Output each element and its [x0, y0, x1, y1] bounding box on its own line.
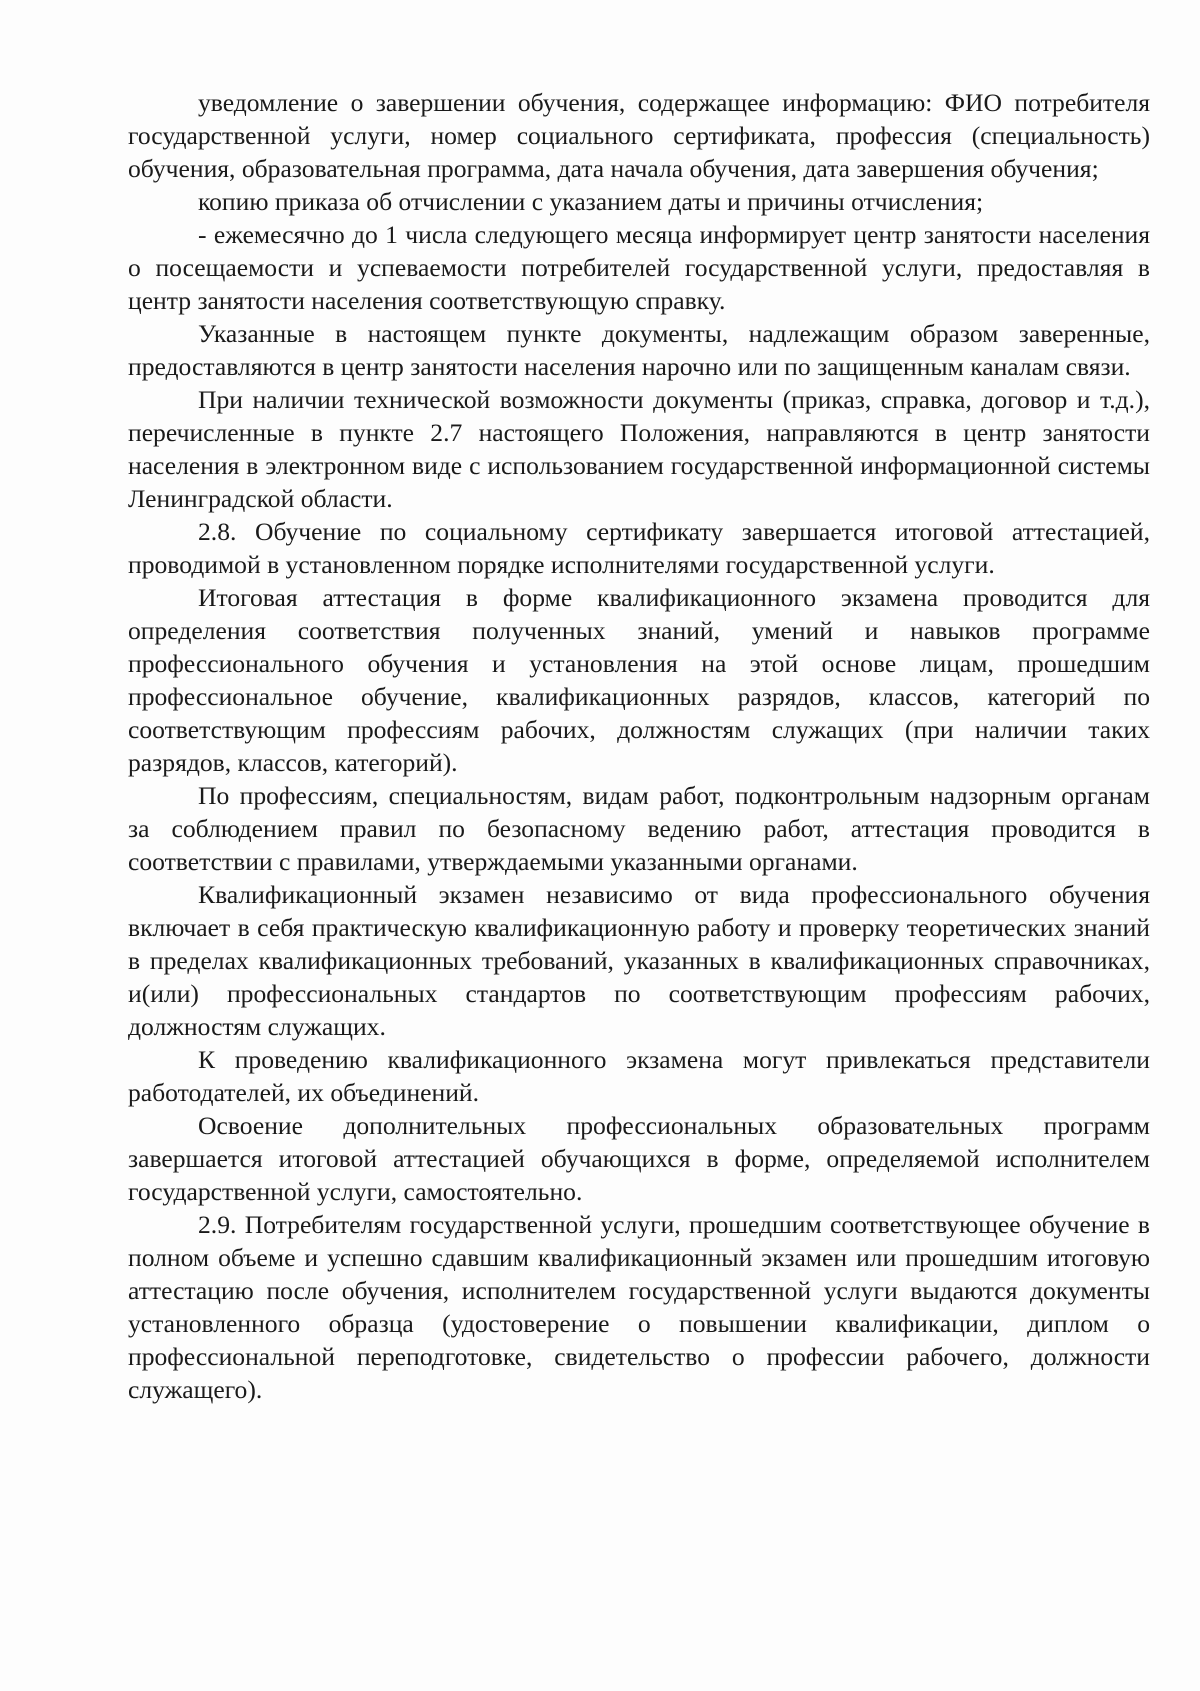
paragraph-monthly-report: - ежемесячно до 1 числа следующего месяца информирует центр занятости населения о посещаемости и успеваемости потребителей государственной услуги, предоставляя в центр занятости населения соответствующую справку.	[128, 220, 1150, 315]
paragraph-additional-programs: Освоение дополнительных профессиональных образовательных программ завершается итоговой аттестацией обучающихся в форме, определяемой исполнителем государственной услуги, самостоятельно.	[128, 1111, 1150, 1206]
paragraph-documents-delivery: Указанные в настоящем пункте документы, надлежащим образом заверенные, предоставляются в центр занятости населения нарочно или по защищенным каналам связи.	[128, 319, 1150, 381]
paragraph-qualification-exam: Квалификационный экзамен независимо от вида профессионального обучения включает в себя практическую квалификационную работу и проверку теоретических знаний в пределах квалификационных требований, указанных в квалификационных справочниках, и(или) профессиональных стандартов по соответствующим профессиям рабочих, должностям служащих.	[128, 880, 1150, 1041]
paragraph-section-2-8: 2.8. Обучение по социальному сертификату завершается итоговой аттестацией, проводимой в установленном порядке исполнителями государственной услуги.	[128, 517, 1150, 579]
paragraph-supervisory-attestation: По профессиям, специальностям, видам работ, подконтрольным надзорным органам за соблюдением правил по безопасному ведению работ, аттестация проводится в соответствии с правилами, утверждаемыми указанными органами.	[128, 781, 1150, 876]
paragraph-section-2-9: 2.9. Потребителям государственной услуги, прошедшим соответствующее обучение в полном объеме и успешно сдавшим квалификационный экзамен или прошедшим итоговую аттестацию после обучения, исполнителем государственной услуги выдаются документы установленного образца (удостоверение о повышении квалификации, диплом о профессиональной переподготовке, свидетельство о профессии рабочего, должности служащего).	[128, 1210, 1150, 1404]
paragraph-employer-representatives: К проведению квалификационного экзамена могут привлекаться представители работодателей, их объединений.	[128, 1045, 1150, 1107]
document-body	[128, 86, 1150, 1406]
paragraph-electronic-submission: При наличии технической возможности документы (приказ, справка, договор и т.д.), перечисленные в пункте 2.7 настоящего Положения, направляются в центр занятости населения в электронном виде с использованием государственной информационной системы Ленинградской области.	[128, 385, 1150, 513]
paragraph-final-attestation: Итоговая аттестация в форме квалификационного экзамена проводится для определения соответствия полученных знаний, умений и навыков программе профессионального обучения и установления на этой основе лицам, прошедшим профессиональное обучение, квалификационных разрядов, классов, категорий по соответствующим профессиям рабочих, должностям служащих (при наличии таких разрядов, классов, категорий).	[128, 583, 1150, 777]
paragraph-completion-notice: уведомление о завершении обучения, содержащее информацию: ФИО потребителя государственной услуги, номер социального сертификата, профессия (специальность) обучения, образовательная программа, дата начала обучения, дата завершения обучения;	[128, 88, 1150, 183]
paragraph-expulsion-order: копию приказа об отчислении с указанием даты и причины отчисления;	[198, 187, 984, 216]
